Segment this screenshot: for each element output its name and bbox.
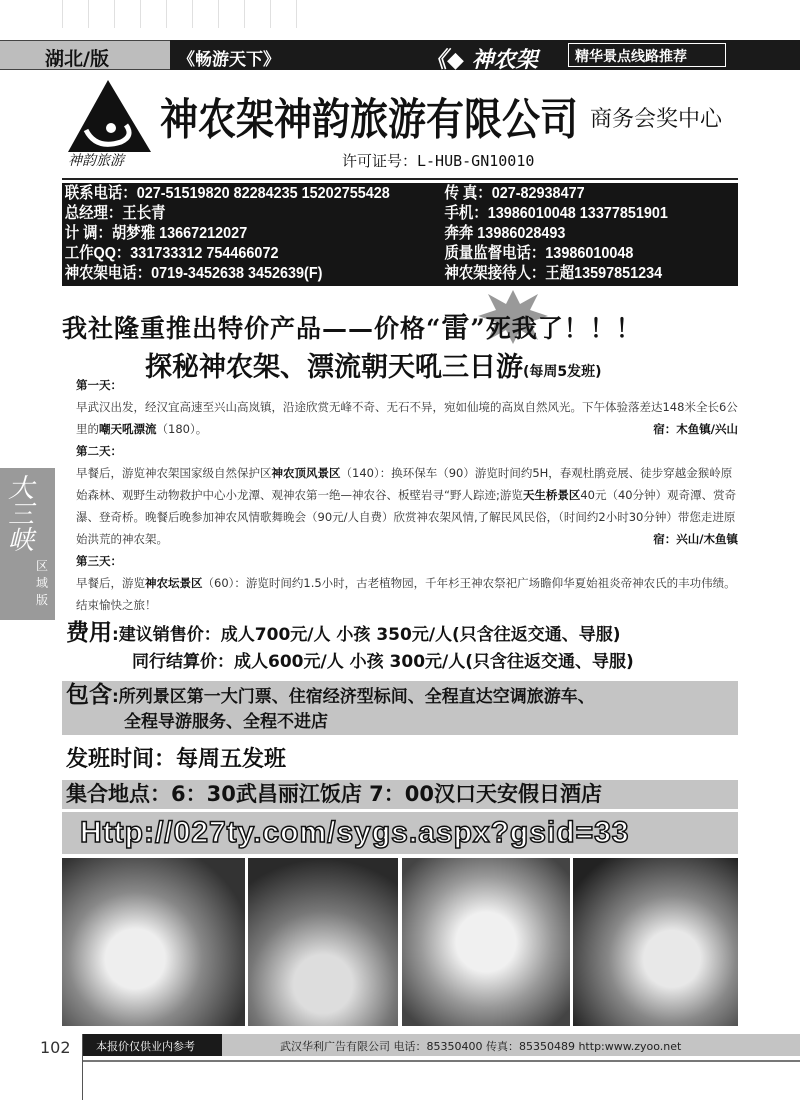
footer-vertical-rule xyxy=(82,1034,83,1100)
contact-box xyxy=(62,183,738,286)
include-section xyxy=(62,681,738,735)
stay-location: 宿：木鱼镇/兴山 xyxy=(653,422,738,436)
contact-row xyxy=(65,244,731,264)
contact-left: 总经理：王长青 xyxy=(64,205,166,222)
contact-right: 奔奔 13986028493 xyxy=(444,225,566,242)
stay-location: 宿：兴山/木鱼镇 xyxy=(653,532,738,546)
day-text: 早餐后，游览 xyxy=(76,576,145,590)
brand-title: 《◆ 神农架 xyxy=(425,47,538,73)
region-side-tab xyxy=(0,468,55,620)
rafting-photo xyxy=(402,858,570,1026)
contact-row xyxy=(65,264,731,284)
day-text: （140）：换环保车（90）游览时间约5H，春观杜鹃竞展、徒步穿越金猴岭原始森林、观野生动物救护中心小龙潭、观神农第一绝—神农谷、板壁岩寻“野人踪迹;游览 xyxy=(76,466,733,502)
contact-row xyxy=(65,224,731,244)
website-url[interactable]: Http://027ty.com/sygs.aspx?gsid=33 xyxy=(62,812,738,854)
itinerary-day xyxy=(76,374,738,440)
day-highlight: 天生桥景区 xyxy=(522,488,581,502)
day-label: 第二天： xyxy=(76,444,122,458)
tour-note: (每周5发班) xyxy=(523,364,602,380)
contact-left: 工作QQ：331733312 754466072 xyxy=(64,245,279,262)
contact-list xyxy=(62,183,733,285)
logo-text: 神韵旅游 xyxy=(68,153,124,169)
day-text: （60）：游览时间约1.5小时，古老植物园，千年杉王神农祭祀广场瞻仰华夏始祖炎帝神农氏的丰功伟绩。结束愉快之旅！ xyxy=(76,576,736,612)
day-text: 早武汉出发，经汉宜高速至兴山高岚镇，沿途欣赏无峰不奇、无石不异，宛如仙境的高岚自然风光。下午体验落差达148米全长6公里的 xyxy=(76,400,738,436)
day-highlight: 神农坛景区 xyxy=(145,576,203,590)
footer-note: 本报价仅供业内参考 xyxy=(82,1034,222,1056)
footer-info: 武汉华利广告有限公司 电话：85350400 传真：85350489 http:www.zyoo.net xyxy=(222,1034,800,1056)
contact-left: 神农架电话：0719-3452638 3452639(F) xyxy=(64,265,323,282)
fee-trade: 同行结算价：成人600元/人 小孩 300元/人(只含往返交通、导服) xyxy=(132,652,634,672)
promo-headline xyxy=(62,306,642,346)
column-title: 《畅游天下》 xyxy=(178,50,280,70)
company-name: 神农架神韵旅游有限公司 xyxy=(160,94,579,145)
rafting-photo xyxy=(62,858,245,1026)
company-subtitle: 商务会奖中心 xyxy=(590,107,723,132)
itinerary-day xyxy=(76,440,738,550)
include-line: 全程导游服务、全程不进店 xyxy=(124,712,328,732)
include-label: 包含 xyxy=(66,682,112,708)
contact-left: 计 调：胡梦雅 13667212027 xyxy=(64,225,248,242)
contact-right: 神农架接待人：王超13597851234 xyxy=(444,265,663,282)
divider xyxy=(62,178,738,180)
itinerary xyxy=(76,374,738,616)
fee-retail: :建议销售价：成人700元/人 小孩 350元/人(只含往返交通、导服) xyxy=(112,625,621,645)
crop-marks xyxy=(62,0,302,28)
license-number: 许可证号：L-HUB-GN10010 xyxy=(342,152,535,170)
brand-subtitle: 精华景点线路推荐 xyxy=(568,43,726,67)
day-highlight: 神农顶风景区 xyxy=(271,466,341,480)
day-text: 早餐后，游览神农架国家级自然保护区 xyxy=(76,466,272,480)
rafting-photo xyxy=(573,858,738,1026)
tour-name: 探秘神农架、漂流朝天吼三日游 xyxy=(145,352,523,383)
contact-right: 手机：13986010048 13377851901 xyxy=(444,205,668,222)
contact-row xyxy=(65,184,731,204)
contact-right: 质量监督电话：13986010048 xyxy=(444,245,634,262)
fee-label: 费用 xyxy=(66,620,112,646)
meeting-point: 集合地点：6：30武昌丽江饭店 7：00汉口天安假日酒店 xyxy=(62,780,738,809)
departure-time: 发班时间：每周五发班 xyxy=(66,747,287,772)
side-tab-title: 大三峡 xyxy=(7,474,34,556)
headline-pre: 我社隆重推出特价产品——价格“ xyxy=(62,314,442,343)
day-label: 第三天： xyxy=(76,554,122,568)
footer-divider xyxy=(82,1060,800,1062)
page-number: 102 xyxy=(40,1038,71,1057)
contact-row xyxy=(65,204,731,224)
include-line: :所列景区第一大门票、住宿经济型标间、全程直达空调旅游车、 xyxy=(112,687,595,707)
contact-right: 传 真：027-82938477 xyxy=(444,185,585,202)
day-label: 第一天： xyxy=(76,378,122,392)
fee-section xyxy=(66,620,634,676)
company-logo-icon xyxy=(66,80,156,160)
headline-post: ”死我了！！！ xyxy=(470,314,642,343)
edition-label: 湖北/版 xyxy=(45,48,109,70)
side-tab-label: 区域版 xyxy=(35,559,48,607)
itinerary-day xyxy=(76,550,738,616)
headline-burst: 雷 xyxy=(441,311,471,344)
day-highlight: 嘲天吼漂流 xyxy=(99,422,157,436)
rafting-photo xyxy=(248,858,398,1026)
day-text: （180）。 xyxy=(156,422,208,436)
day-text: 40元（40分钟）观奇潭、赏奇瀑、登奇桥。晚餐后晚参加神农风情歌舞晚会（90元/人自费）欣赏神农架风情,了解民风民俗，（时间约2小时30分钟）带您走进原始洪荒的神农架。 xyxy=(76,488,737,546)
contact-left: 联系电话：027-51519820 82284235 15202755428 xyxy=(64,185,390,202)
